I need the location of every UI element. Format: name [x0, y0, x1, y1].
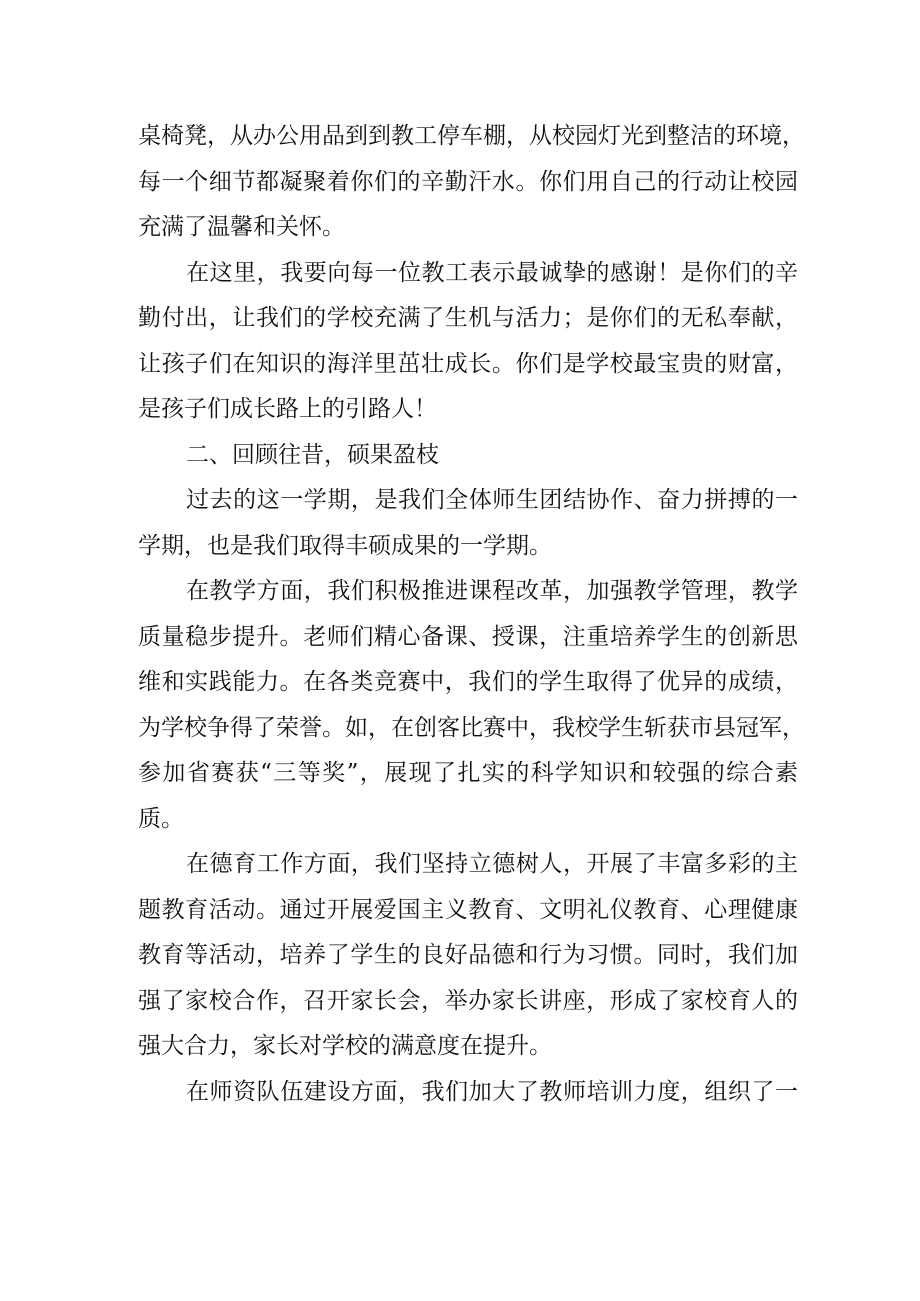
text-line: 过去的这一学期，是我们全体师生团结协作、奋力拼搏的一 [186, 487, 798, 513]
text-line: 在这里，我要向每一位教工表示最诚挚的感谢！是你们的辛 [186, 259, 798, 286]
text-line: 为学校争得了荣誉。如，在创客比赛中，我校学生斩获市县冠军， [138, 714, 805, 741]
text-line: 在师资队伍建设方面，我们加大了教师培训力度，组织了一 [186, 1078, 798, 1105]
text-line: 质量稳步提升。老师们精心备课、授课，注重培养学生的创新思 [138, 623, 798, 650]
text-line: 让孩子们在知识的海洋里茁壮成长。你们是学校最宝贵的财富， [138, 350, 798, 377]
text-line: 在教学方面，我们积极推进课程改革，加强教学管理，教学 [186, 578, 798, 604]
text-line: 题教育活动。通过开展爱国主义教育、文明礼仪教育、心理健康 [138, 896, 798, 923]
document-body [138, 114, 805, 1115]
text-line: 桌椅凳，从办公用品到到教工停车棚，从校园灯光到整洁的环境， [138, 123, 805, 149]
text-line: 二、回顾往昔，硕果盈枝 [186, 441, 439, 468]
text-line: 是孩子们成长路上的引路人！ [138, 396, 437, 422]
text-line: 质。 [138, 805, 184, 832]
text-line: 勤付出，让我们的学校充满了生机与活力；是你们的无私奉献， [138, 305, 798, 331]
text-line: 参加省赛获“三等奖”，展现了扎实的科学知识和较强的综合素 [138, 760, 798, 786]
text-line: 教育等活动，培养了学生的良好品德和行为习惯。同时，我们加 [138, 942, 798, 968]
text-line: 强了家校合作，召开家长会，举办家长讲座，形成了家校育人的 [138, 987, 798, 1014]
text-line: 在德育工作方面，我们坚持立德树人，开展了丰富多彩的主 [186, 851, 798, 877]
text-line: 每一个细节都凝聚着你们的辛勤汗水。你们用自己的行动让校园 [138, 168, 798, 195]
text-line: 学期，也是我们取得丰硕成果的一学期。 [138, 532, 552, 559]
text-line: 强大合力，家长对学校的满意度在提升。 [138, 1033, 552, 1059]
text-line: 充满了温馨和关怀。 [138, 214, 345, 240]
text-line: 维和实践能力。在各类竞赛中，我们的学生取得了优异的成绩， [138, 669, 798, 695]
